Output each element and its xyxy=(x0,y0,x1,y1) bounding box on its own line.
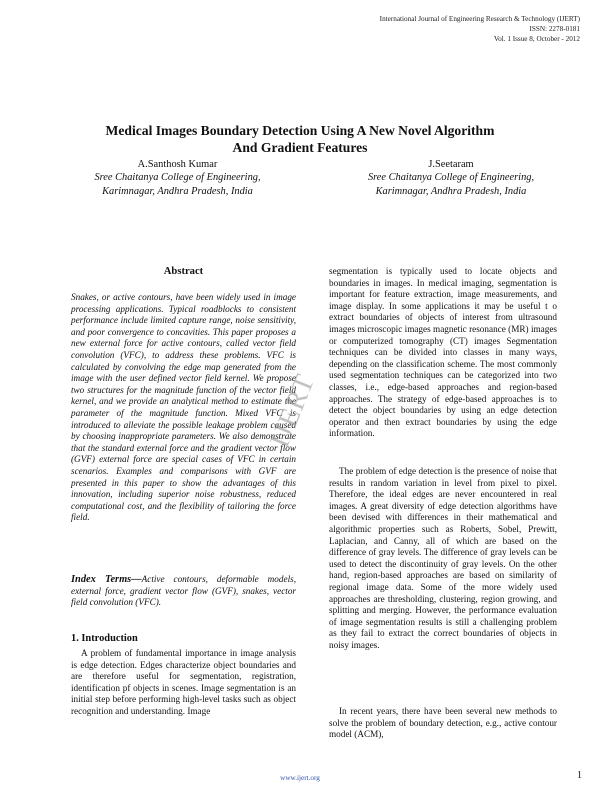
body-paragraph: In recent years, there have been several new methods to solve the problem of boundary detection, e.g., active contour model (ACM), xyxy=(329,706,557,740)
journal-header xyxy=(380,14,580,45)
title-line-1: Medical Images Boundary Detection Using A New Novel Algorithm xyxy=(105,123,495,138)
page-number: 1 xyxy=(577,770,582,781)
footer-url[interactable]: www.ijert.org xyxy=(280,774,320,782)
body-paragraph: segmentation is typically used to locate objects and boundaries in images. In medical imaging, segmentation is important for feature extraction, image measurements, and image display. In some applications it may be useful t o extract boundaries of objects of interest from ultrasound images microscopic images magnetic resonance (MR) images or computerized tomography (CT) images Segmentation techniques can be divided into classes in many ways, depending on the classification scheme. The most commonly used segmentation techniques can be categorized into two classes, i.e., edge-based approaches and region-based approaches. The strategy of edge-based approaches is to detect the object boundaries by using an edge detection operator and then extract boundaries by using the edge information. xyxy=(329,266,557,439)
index-terms-paragraph xyxy=(71,574,296,609)
intro-paragraph: A problem of fundamental importance in image analysis is edge detection. Edges characterize object boundaries and are therefore useful for segmentation, registration, identification pf objects in scenes. Image segmentation is an initial step before performing high-level tasks such as object recognition and understanding. Image xyxy=(71,648,296,716)
title-line-2: And Gradient Features xyxy=(232,140,368,155)
volume-issue: Vol. 1 Issue 8, October - 2012 xyxy=(493,35,580,44)
author-location: Karimnagar, Andhra Pradesh, India xyxy=(102,185,253,197)
intro-text xyxy=(71,648,296,718)
author-name: J.Seetaram xyxy=(428,159,474,170)
index-terms xyxy=(71,574,296,609)
author-affiliation: Sree Chaitanya College of Engineering, xyxy=(367,172,535,184)
right-column-para-3 xyxy=(329,706,557,741)
paper-title xyxy=(60,122,540,156)
watermark: IJERT xyxy=(264,369,322,453)
abstract-paragraph: Snakes, or active contours, have been widely used in image processing applications. Typical roadblocks to consistent performance include limited capture range, noise sensitivity, and poor convergence to concavities. This paper proposes a new external force for active contours, called vector field convolution (VFC), to address these problems. VFC is calculated by convolving the edge map generated from the image with the user defined vector field kernel. We propose two structures for the magnitude function of the vector field kernel, and we provide an analytical method to estimate the parameter of the magnitude function. Mixed VFC is introduced to alleviate the possible leakage problem caused by choosing inappropriate parameters. We also demonstrate that the standard external force and the gradient vector flow (GVF) external force are special cases of VFC in certain scenarios. Examples and comparisons with GVF are presented in this paper to show the advantages of this innovation, including superior noise robustness, reduced computational cost, and the flexibility of tailoring the force field. xyxy=(71,292,296,523)
journal-name: International Journal of Engineering Research & Technology (IJERT) xyxy=(379,15,580,23)
author-affiliation: Sree Chaitanya College of Engineering, xyxy=(94,172,261,184)
body-paragraph: The problem of edge detection is the presence of noise that results in random variation in level from pixel to pixel. Therefore, the ideal edges are never encountered in real images. A great diversity of edge detection algorithms have been devised with differences in their mathematical and algorithmic properties such as Roberts, Sobel, Prewitt, Laplacian, and Canny, all of which are based on the difference of gray levels. The difference of gray levels can be used to detect the discontinuity of gray levels. On the other hand, region-based approaches are based on similarity of regional image data. Some of the more widely used approaches are thresholding, clustering, region growing, and splitting and merging. However, the performance evaluation of image segmentation results is still a challenging problem as they fail to extract the correct boundaries of objects in noisy images. xyxy=(329,466,557,650)
right-column-para-1 xyxy=(329,266,557,440)
author-name: A.Santhosh Kumar xyxy=(137,159,218,170)
abstract-text xyxy=(71,292,296,524)
author-location: Karimnagar, Andhra Pradesh, India xyxy=(375,185,527,197)
abstract-heading: Abstract xyxy=(163,266,204,277)
author-block-2 xyxy=(326,158,576,198)
index-terms-label: Index Terms— xyxy=(71,574,142,585)
intro-heading: 1. Introduction xyxy=(71,633,138,644)
issn: ISSN: 2278-0181 xyxy=(529,25,580,34)
index-terms-text: Active contours, deformable models, external force, gradient vector flow (GVF), snakes, vector field convolution (VFC). xyxy=(71,574,296,608)
author-block-1 xyxy=(55,158,300,198)
right-column-para-2 xyxy=(329,466,557,652)
